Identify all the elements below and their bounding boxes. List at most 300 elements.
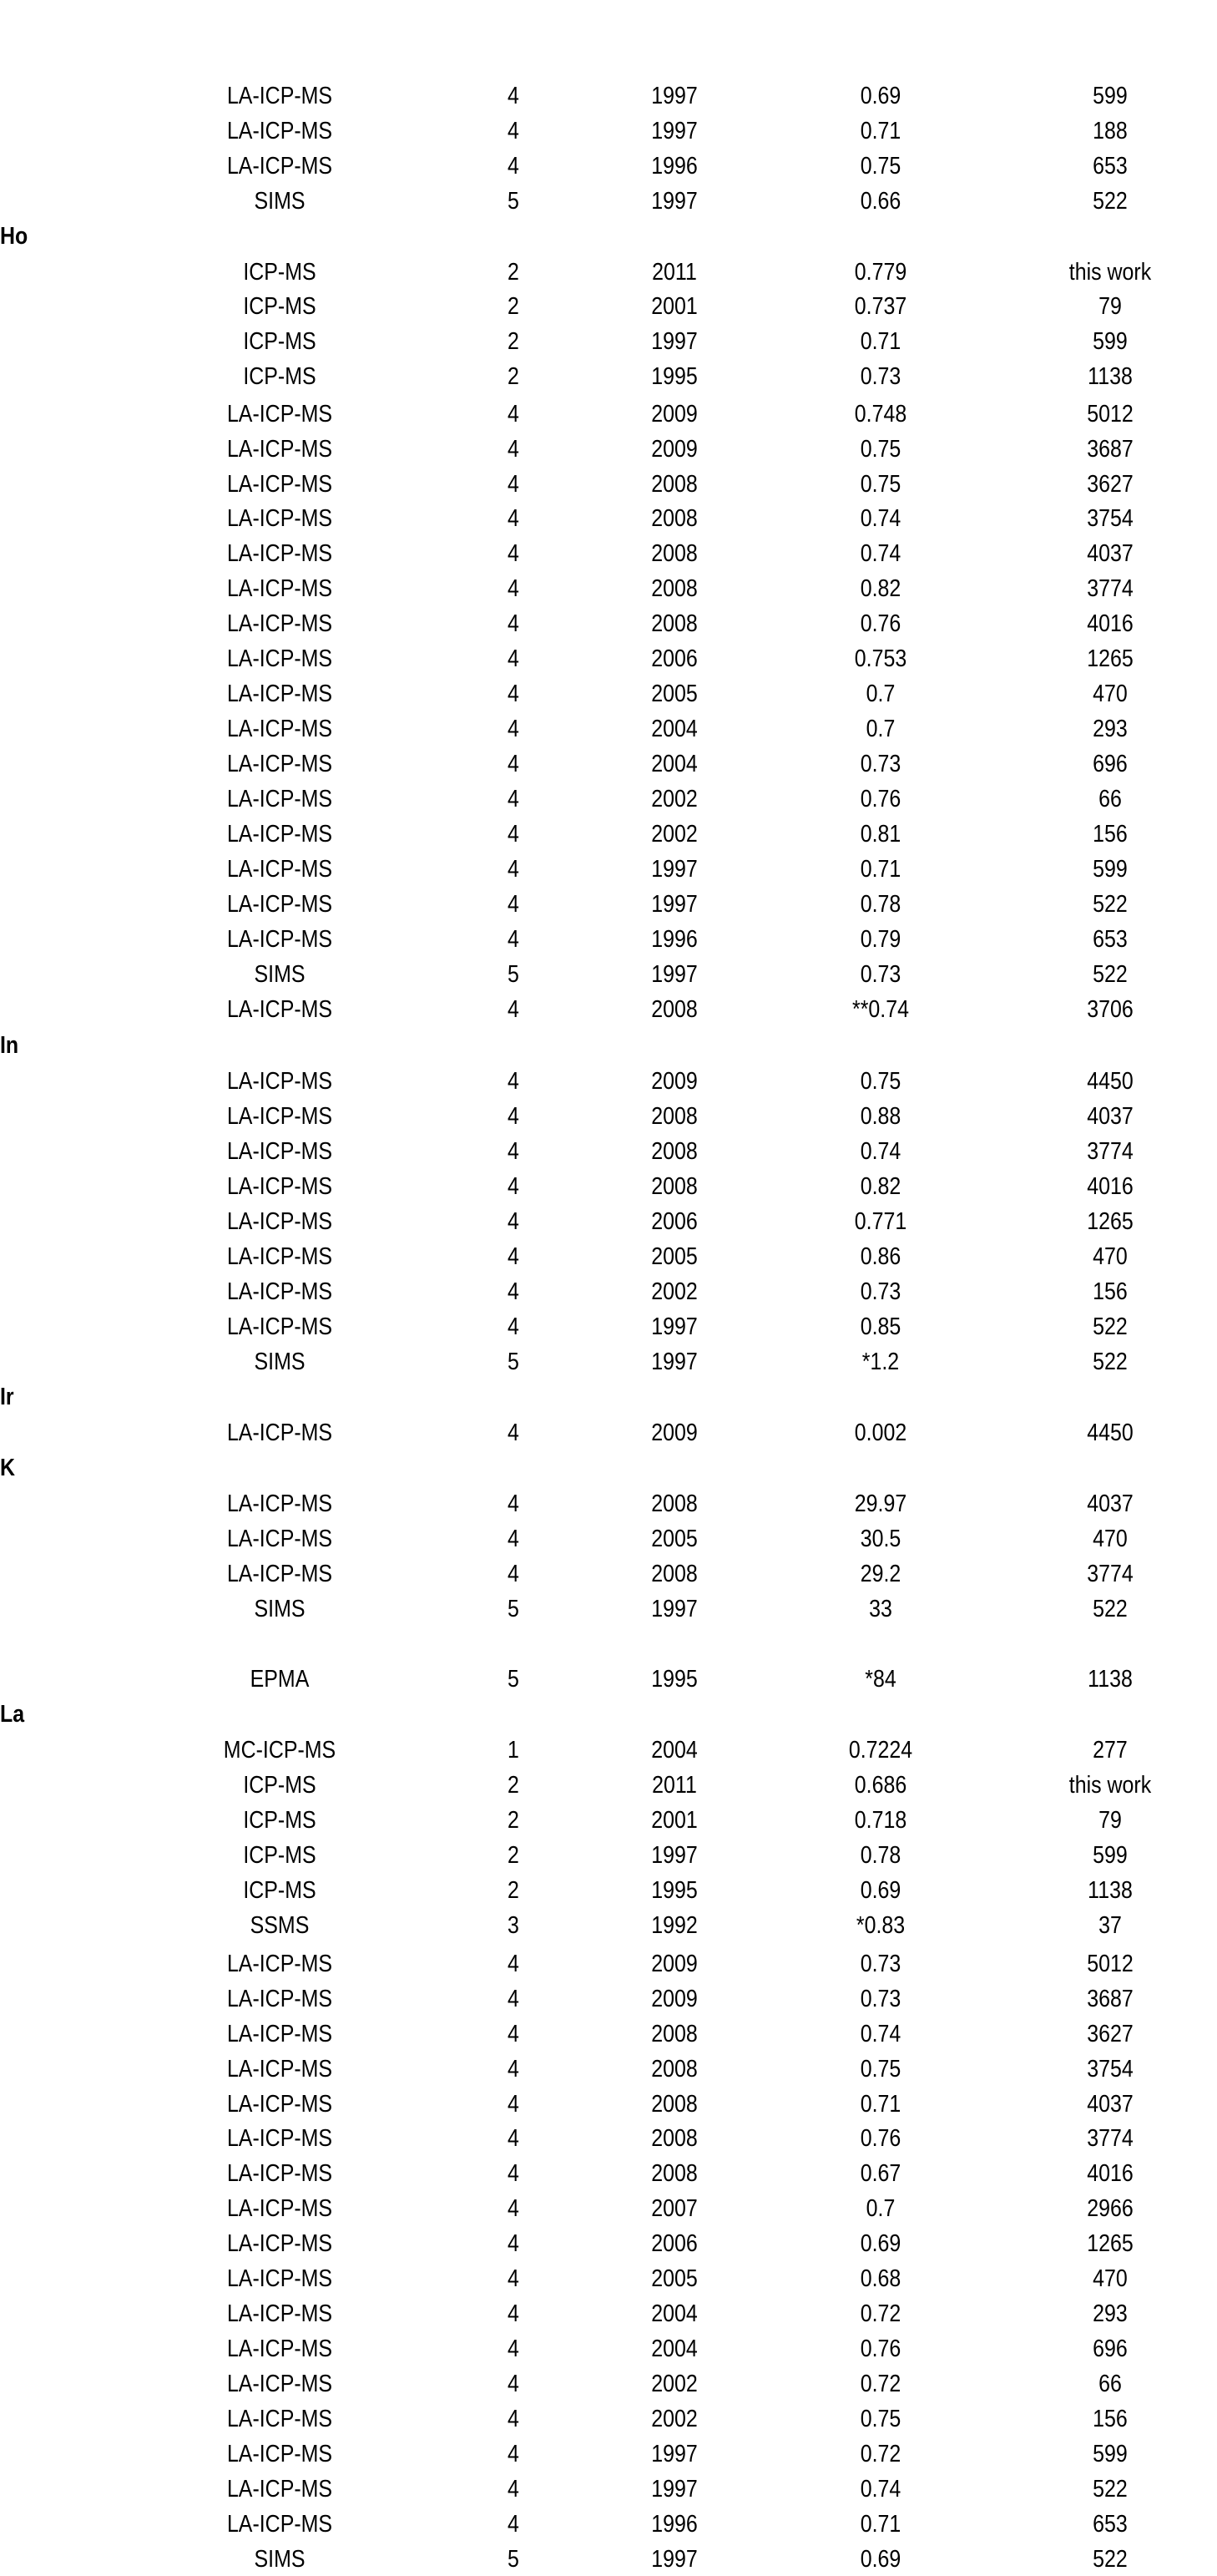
method-cell: LA-ICP-MS — [226, 2091, 333, 2118]
table-row — [0, 1663, 1217, 1696]
category-cell: 4 — [508, 1068, 519, 1095]
category-cell: 4 — [508, 2336, 519, 2362]
reference-cell: 3774 — [1087, 1138, 1134, 1165]
reference-cell: 37 — [1098, 1912, 1122, 1939]
method-cell: SSMS — [250, 1912, 310, 1939]
table-row — [0, 2157, 1217, 2190]
value-cell: 0.72 — [860, 2371, 901, 2397]
table-row — [0, 1769, 1217, 1802]
category-cell: 4 — [508, 821, 519, 848]
value-cell: 0.73 — [860, 1951, 901, 1977]
value-cell: 0.76 — [860, 610, 901, 637]
value-cell: 0.75 — [860, 436, 901, 463]
method-cell: ICP-MS — [243, 363, 316, 390]
value-cell: 0.753 — [854, 645, 907, 672]
year-cell: 2007 — [651, 2195, 698, 2222]
reference-cell: 1265 — [1087, 2230, 1134, 2257]
category-cell: 4 — [508, 856, 519, 883]
reference-cell: 1138 — [1088, 1877, 1133, 1904]
category-cell: 4 — [508, 1243, 519, 1270]
value-cell: 0.779 — [854, 259, 907, 286]
element-header-row — [0, 1029, 1217, 1062]
year-cell: 1995 — [651, 1877, 698, 1904]
table-row — [0, 1804, 1217, 1837]
year-cell: 1997 — [651, 2546, 698, 2573]
year-cell: 1997 — [651, 961, 698, 988]
method-cell: LA-ICP-MS — [226, 2476, 333, 2503]
year-cell: 2009 — [651, 1986, 698, 2012]
reference-cell: 522 — [1093, 961, 1128, 988]
method-cell: LA-ICP-MS — [226, 1420, 333, 1446]
reference-cell: 4037 — [1087, 1103, 1134, 1130]
category-cell: 4 — [508, 83, 519, 109]
table-row — [0, 149, 1217, 183]
reference-cell: this work — [1068, 1772, 1152, 1799]
year-cell: 2008 — [651, 2021, 698, 2047]
reference-cell: 653 — [1093, 2511, 1128, 2538]
reference-cell: 293 — [1093, 2300, 1128, 2327]
table-row — [0, 114, 1217, 148]
value-cell: 0.75 — [860, 471, 901, 498]
reference-cell: 1138 — [1088, 1666, 1133, 1693]
category-cell: 4 — [508, 1526, 519, 1552]
value-cell: 0.88 — [860, 1103, 901, 1130]
category-cell: 4 — [508, 401, 519, 428]
reference-cell: 4016 — [1087, 610, 1134, 637]
reference-cell: 470 — [1093, 681, 1128, 707]
value-cell: 0.82 — [860, 1173, 901, 1200]
reference-cell: 66 — [1098, 786, 1122, 812]
reference-cell: 522 — [1093, 1313, 1128, 1340]
reference-cell: 470 — [1093, 2265, 1128, 2292]
year-cell: 2006 — [651, 2230, 698, 2257]
value-cell: 0.67 — [860, 2160, 901, 2187]
method-cell: SIMS — [254, 2546, 306, 2573]
table-row — [0, 747, 1217, 781]
reference-cell: 156 — [1093, 821, 1128, 848]
category-cell: 3 — [508, 1912, 519, 1939]
category-cell: 2 — [508, 328, 519, 355]
year-cell: 1996 — [651, 153, 698, 180]
table-row — [0, 712, 1217, 746]
category-cell: 4 — [508, 926, 519, 953]
year-cell: 2008 — [651, 2125, 698, 2152]
method-cell: ICP-MS — [243, 293, 316, 320]
table-row — [0, 2367, 1217, 2401]
year-cell: 1997 — [651, 2476, 698, 2503]
element-label: Ho — [0, 223, 28, 250]
year-cell: 1997 — [651, 188, 698, 215]
table-row — [0, 1240, 1217, 1273]
category-cell: 4 — [508, 471, 519, 498]
reference-cell: 522 — [1093, 2546, 1128, 2573]
method-cell: ICP-MS — [243, 1807, 316, 1834]
year-cell: 2009 — [651, 1068, 698, 1095]
category-cell: 4 — [508, 2125, 519, 2152]
table-row — [0, 502, 1217, 535]
reference-cell: 4016 — [1087, 1173, 1134, 1200]
table-row — [0, 782, 1217, 816]
value-cell: 0.73 — [860, 1278, 901, 1305]
method-cell: LA-ICP-MS — [226, 575, 333, 602]
value-cell: 0.74 — [860, 2021, 901, 2047]
category-cell: 2 — [508, 1877, 519, 1904]
table-row — [0, 1100, 1217, 1133]
method-cell: SIMS — [254, 1349, 306, 1375]
category-cell: 5 — [508, 2546, 519, 2573]
value-cell: 0.69 — [860, 2546, 901, 2573]
element-header-row — [0, 1698, 1217, 1731]
table-row — [0, 2017, 1217, 2051]
year-cell: 2001 — [651, 1807, 698, 1834]
year-cell: 1997 — [651, 328, 698, 355]
year-cell: 2002 — [651, 2371, 698, 2397]
reference-cell: 653 — [1093, 153, 1128, 180]
reference-cell: 522 — [1093, 1596, 1128, 1622]
method-cell: LA-ICP-MS — [226, 751, 333, 777]
reference-cell: 4037 — [1087, 2091, 1134, 2118]
reference-cell: 277 — [1093, 1737, 1128, 1764]
table-row — [0, 2437, 1217, 2471]
method-cell: ICP-MS — [243, 1877, 316, 1904]
value-cell: 0.771 — [854, 1208, 907, 1235]
year-cell: 1997 — [651, 2441, 698, 2467]
value-cell: 0.74 — [860, 505, 901, 532]
category-cell: 4 — [508, 1490, 519, 1517]
method-cell: LA-ICP-MS — [226, 645, 333, 672]
category-cell: 5 — [508, 961, 519, 988]
year-cell: 1997 — [651, 1313, 698, 1340]
reference-cell: 4037 — [1087, 1490, 1134, 1517]
table-row — [0, 185, 1217, 218]
reference-cell: 188 — [1093, 118, 1128, 144]
method-cell: LA-ICP-MS — [226, 610, 333, 637]
category-cell: 4 — [508, 1138, 519, 1165]
table-row — [0, 607, 1217, 640]
table-row — [0, 1065, 1217, 1098]
year-cell: 2008 — [651, 575, 698, 602]
table-row — [0, 1909, 1217, 1942]
category-cell: 4 — [508, 436, 519, 463]
year-cell: 2004 — [651, 1737, 698, 1764]
method-cell: LA-ICP-MS — [226, 2195, 333, 2222]
reference-cell: 79 — [1098, 293, 1122, 320]
method-cell: LA-ICP-MS — [226, 540, 333, 567]
category-cell: 2 — [508, 1807, 519, 1834]
reference-cell: 5012 — [1087, 1951, 1134, 1977]
table-row — [0, 79, 1217, 113]
category-cell: 4 — [508, 1103, 519, 1130]
reference-cell: 156 — [1093, 1278, 1128, 1305]
reference-cell: 599 — [1093, 328, 1128, 355]
year-cell: 2008 — [651, 540, 698, 567]
method-cell: LA-ICP-MS — [226, 856, 333, 883]
value-cell: 29.97 — [854, 1490, 907, 1517]
year-cell: 2008 — [651, 996, 698, 1023]
table-row — [0, 360, 1217, 393]
category-cell: 4 — [508, 2160, 519, 2187]
value-cell: 0.72 — [860, 2441, 901, 2467]
year-cell: 1997 — [651, 83, 698, 109]
method-cell: ICP-MS — [243, 328, 316, 355]
category-cell: 4 — [508, 2021, 519, 2047]
table-row — [0, 817, 1217, 851]
element-label: K — [0, 1455, 16, 1481]
table-row — [0, 2192, 1217, 2225]
value-cell: 0.002 — [854, 1420, 907, 1446]
reference-cell: this work — [1068, 259, 1152, 286]
year-cell: 2008 — [651, 505, 698, 532]
value-cell: 0.69 — [860, 83, 901, 109]
method-cell: LA-ICP-MS — [226, 1138, 333, 1165]
table-row — [0, 1416, 1217, 1450]
table-row — [0, 537, 1217, 570]
category-cell: 2 — [508, 293, 519, 320]
value-cell: 0.71 — [860, 2511, 901, 2538]
year-cell: 1996 — [651, 926, 698, 953]
method-cell: LA-ICP-MS — [226, 1490, 333, 1517]
reference-cell: 470 — [1093, 1243, 1128, 1270]
method-cell: LA-ICP-MS — [226, 1526, 333, 1552]
reference-cell: 470 — [1093, 1526, 1128, 1552]
year-cell: 2004 — [651, 716, 698, 742]
year-cell: 2008 — [651, 1103, 698, 1130]
table-row — [0, 1557, 1217, 1591]
table-row — [0, 2402, 1217, 2436]
category-cell: 4 — [508, 1561, 519, 1587]
reference-cell: 1265 — [1087, 645, 1134, 672]
category-cell: 5 — [508, 1596, 519, 1622]
value-cell: 0.75 — [860, 2056, 901, 2083]
year-cell: 2009 — [651, 1951, 698, 1977]
table-row — [0, 2262, 1217, 2295]
table-row — [0, 1205, 1217, 1238]
year-cell: 2005 — [651, 1526, 698, 1552]
method-cell: LA-ICP-MS — [226, 1951, 333, 1977]
table-row — [0, 888, 1217, 921]
reference-cell: 1138 — [1088, 363, 1133, 390]
value-cell: 0.71 — [860, 856, 901, 883]
value-cell: 0.72 — [860, 2300, 901, 2327]
table-row — [0, 2332, 1217, 2366]
reference-cell: 3627 — [1087, 471, 1134, 498]
category-cell: 4 — [508, 118, 519, 144]
value-cell: 0.71 — [860, 118, 901, 144]
value-cell: 0.66 — [860, 188, 901, 215]
table-row — [0, 1345, 1217, 1379]
category-cell: 4 — [508, 786, 519, 812]
method-cell: LA-ICP-MS — [226, 1208, 333, 1235]
method-cell: LA-ICP-MS — [226, 1278, 333, 1305]
value-cell: 0.75 — [860, 2406, 901, 2432]
value-cell: 0.718 — [854, 1807, 907, 1834]
year-cell: 2002 — [651, 821, 698, 848]
category-cell: 4 — [508, 1278, 519, 1305]
method-cell: LA-ICP-MS — [226, 505, 333, 532]
element-header-row — [0, 1380, 1217, 1414]
table-row — [0, 2052, 1217, 2086]
year-cell: 2005 — [651, 681, 698, 707]
year-cell: 2002 — [651, 1278, 698, 1305]
method-cell: EPMA — [250, 1666, 310, 1693]
method-cell: LA-ICP-MS — [226, 2300, 333, 2327]
value-cell: 0.73 — [860, 1986, 901, 2012]
value-cell: *1.2 — [861, 1349, 900, 1375]
method-cell: LA-ICP-MS — [226, 83, 333, 109]
category-cell: 4 — [508, 2230, 519, 2257]
value-cell: 0.78 — [860, 1842, 901, 1869]
year-cell: 1995 — [651, 1666, 698, 1693]
category-cell: 5 — [508, 1349, 519, 1375]
category-cell: 4 — [508, 1420, 519, 1446]
category-cell: 4 — [508, 2300, 519, 2327]
year-cell: 1992 — [651, 1912, 698, 1939]
value-cell: 0.7 — [866, 2195, 896, 2222]
year-cell: 2008 — [651, 2056, 698, 2083]
year-cell: 2008 — [651, 610, 698, 637]
category-cell: 4 — [508, 610, 519, 637]
year-cell: 1995 — [651, 363, 698, 390]
table-row — [0, 325, 1217, 358]
method-cell: LA-ICP-MS — [226, 471, 333, 498]
method-cell: SIMS — [254, 1596, 306, 1622]
method-cell: LA-ICP-MS — [226, 2230, 333, 2257]
value-cell: 0.79 — [860, 926, 901, 953]
method-cell: LA-ICP-MS — [226, 926, 333, 953]
method-cell: LA-ICP-MS — [226, 2021, 333, 2047]
value-cell: 0.74 — [860, 540, 901, 567]
method-cell: LA-ICP-MS — [226, 2265, 333, 2292]
reference-cell: 696 — [1093, 751, 1128, 777]
method-cell: LA-ICP-MS — [226, 1103, 333, 1130]
category-cell: 4 — [508, 1951, 519, 1977]
table-row — [0, 1982, 1217, 2016]
value-cell: 0.71 — [860, 328, 901, 355]
reference-cell: 3774 — [1087, 2125, 1134, 2152]
year-cell: 2011 — [652, 1772, 697, 1799]
year-cell: 2004 — [651, 2300, 698, 2327]
category-cell: 4 — [508, 1173, 519, 1200]
method-cell: LA-ICP-MS — [226, 436, 333, 463]
category-cell: 4 — [508, 2195, 519, 2222]
category-cell: 4 — [508, 153, 519, 180]
year-cell: 1997 — [651, 1349, 698, 1375]
method-cell: ICP-MS — [243, 259, 316, 286]
table-row — [0, 923, 1217, 956]
method-cell: SIMS — [254, 188, 306, 215]
year-cell: 1996 — [651, 2511, 698, 2538]
table-row — [0, 2543, 1217, 2576]
value-cell: 0.748 — [854, 401, 907, 428]
year-cell: 2004 — [651, 2336, 698, 2362]
table-row — [0, 1947, 1217, 1981]
year-cell: 2002 — [651, 786, 698, 812]
method-cell: SIMS — [254, 961, 306, 988]
method-cell: LA-ICP-MS — [226, 2441, 333, 2467]
method-cell: LA-ICP-MS — [226, 821, 333, 848]
category-cell: 2 — [508, 259, 519, 286]
reference-cell: 3754 — [1087, 505, 1134, 532]
year-cell: 2009 — [651, 1420, 698, 1446]
reference-cell: 66 — [1098, 2371, 1122, 2397]
value-cell: 0.81 — [860, 821, 901, 848]
value-cell: 0.85 — [860, 1313, 901, 1340]
element-header-row — [0, 1451, 1217, 1485]
element-label: Ir — [0, 1384, 14, 1410]
category-cell: 4 — [508, 2371, 519, 2397]
table-row — [0, 468, 1217, 501]
year-cell: 2008 — [651, 471, 698, 498]
value-cell: 29.2 — [860, 1561, 901, 1587]
year-cell: 1997 — [651, 1842, 698, 1869]
value-cell: 0.69 — [860, 1877, 901, 1904]
method-cell: LA-ICP-MS — [226, 891, 333, 918]
category-cell: 4 — [508, 2511, 519, 2538]
table-row — [0, 290, 1217, 323]
reference-cell: 4450 — [1087, 1420, 1134, 1446]
method-cell: LA-ICP-MS — [226, 2056, 333, 2083]
reference-cell: 2966 — [1087, 2195, 1134, 2222]
table-row — [0, 853, 1217, 886]
category-cell: 4 — [508, 2441, 519, 2467]
method-cell: LA-ICP-MS — [226, 2371, 333, 2397]
method-cell: LA-ICP-MS — [226, 716, 333, 742]
year-cell: 2008 — [651, 1561, 698, 1587]
table-row — [0, 572, 1217, 605]
table-row — [0, 2227, 1217, 2260]
year-cell: 1997 — [651, 118, 698, 144]
value-cell: 0.7 — [866, 681, 896, 707]
method-cell: LA-ICP-MS — [226, 1243, 333, 1270]
year-cell: 1997 — [651, 891, 698, 918]
method-cell: LA-ICP-MS — [226, 2336, 333, 2362]
method-cell: LA-ICP-MS — [226, 1986, 333, 2012]
reference-cell: 156 — [1093, 2406, 1128, 2432]
category-cell: 2 — [508, 1772, 519, 1799]
year-cell: 2009 — [651, 436, 698, 463]
method-cell: LA-ICP-MS — [226, 2125, 333, 2152]
table-row — [0, 1487, 1217, 1521]
reference-cell: 3774 — [1087, 575, 1134, 602]
table-row — [0, 2088, 1217, 2121]
reference-cell: 599 — [1093, 856, 1128, 883]
category-cell: 4 — [508, 891, 519, 918]
table-row — [0, 2472, 1217, 2506]
table-row — [0, 1275, 1217, 1308]
category-cell: 4 — [508, 2091, 519, 2118]
method-cell: ICP-MS — [243, 1842, 316, 1869]
value-cell: 0.75 — [860, 153, 901, 180]
value-cell: 0.74 — [860, 2476, 901, 2503]
value-cell: 30.5 — [860, 1526, 901, 1552]
method-cell: LA-ICP-MS — [226, 1313, 333, 1340]
method-cell: LA-ICP-MS — [226, 681, 333, 707]
reference-cell: 5012 — [1087, 401, 1134, 428]
method-cell: ICP-MS — [243, 1772, 316, 1799]
value-cell: 0.68 — [860, 2265, 901, 2292]
table-row — [0, 993, 1217, 1026]
method-cell: LA-ICP-MS — [226, 1173, 333, 1200]
value-cell: 0.74 — [860, 1138, 901, 1165]
value-cell: *84 — [865, 1666, 896, 1693]
reference-cell: 599 — [1093, 1842, 1128, 1869]
reference-cell: 599 — [1093, 2441, 1128, 2467]
value-cell: *0.83 — [856, 1912, 906, 1939]
category-cell: 4 — [508, 2406, 519, 2432]
year-cell: 1997 — [651, 1596, 698, 1622]
method-cell: MC-ICP-MS — [223, 1737, 336, 1764]
element-header-row — [0, 220, 1217, 253]
